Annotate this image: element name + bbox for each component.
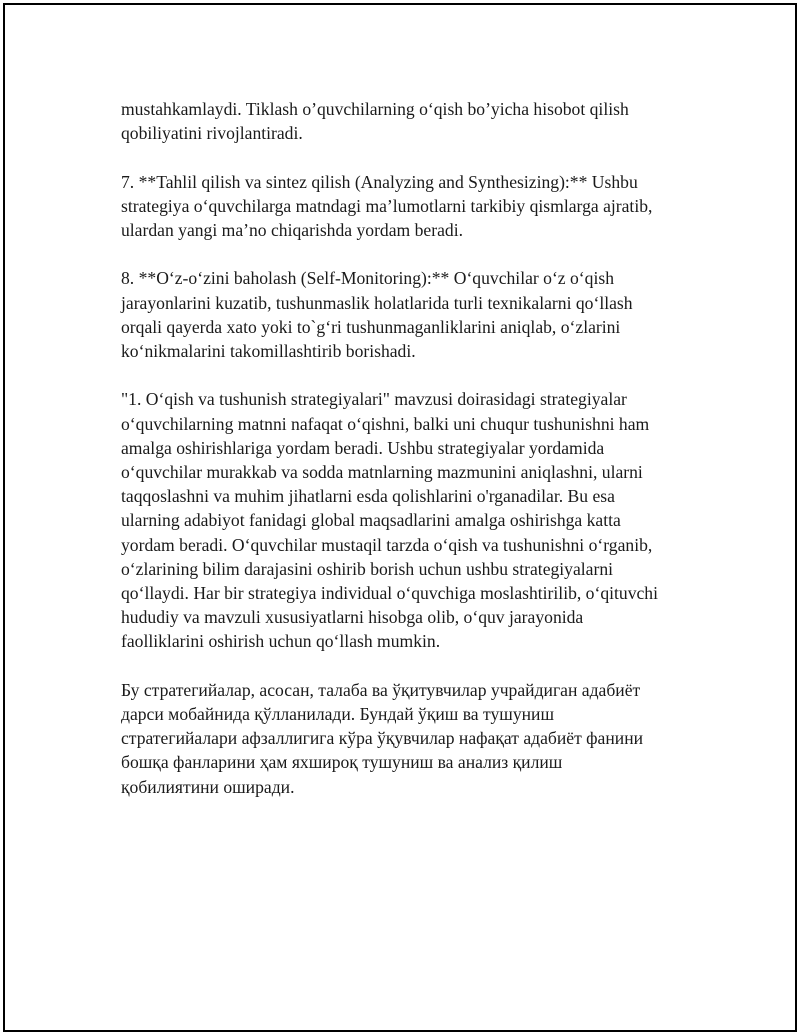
paragraph-item-7: 7. **Tahlil qilish va sintez qilish (Analyzing and Synthesizing):** Ushbu strategiya o‘quvchilarga matndagi ma’lumotlarni tarkibiy qismlarga ajratib, ulardan yangi ma’no chiqarishda yordam beradi. (121, 171, 653, 240)
document-page (3, 3, 797, 1032)
paragraph-summary: "1. O‘qish va tushunish strategiyalari" mavzusi doirasidagi strategiyalar o‘quvchilarning matnni nafaqat o‘qishni, balki uni chuqur tushunishni ham amalga oshirishlariga yordam beradi. Ushbu strategiyalar yordamida o‘quvchilar murakkab va sodda matnlarning mazmunini aniqlashni, ularni taqqoslashni va muhim jihatlarni esda qolishlarini o'rganadilar. Bu esa ularning adabiyot fanidagi global maqsadlarini amalga oshirishga katta yordam beradi. O‘quvchilar mustaqil tarzda o‘qish va tushunishni o‘rganib, o‘zlarining bilim darajasini oshirib borish uchun ushbu strategiyalarni qo‘llaydi. Har bir strategiya individual o‘quvchiga moslashtirilib, o‘qituvchi hududiy va mavzuli xususiyatlarni hisobga olib, o‘quv jarayonida faolliklarini oshirish uchun qo‘llash mumkin. (121, 389, 658, 652)
paragraph-item-8: 8. **O‘z-o‘zini baholash (Self-Monitoring):** O‘quvchilar o‘z o‘qish jarayonlarini kuzatib, tushunmaslik holatlarida turli texnikalarni qo‘llash orqali qayerda xato yoki to`g‘ri tushunmaganliklarini aniqlab, o‘zlarini ko‘nikmalarini takomillashtirib borishadi. (121, 268, 633, 361)
paragraph-continuation: mustahkamlaydi. Tiklash o’quvchilarning o‘qish bo’yicha hisobot qilish qobiliyatini rivojlantiradi. (121, 99, 629, 144)
document-body (121, 97, 693, 823)
paragraph-cyrillic: Бу стратегийалар, асосан, талаба ва ўқитувчилар учрайдиган адабиёт дарси мобайнида қўлланилади. Бундай ўқиш ва тушуниш стратегийалари афзаллигига кўра ўқувчилар нафақат адабиёт фанини бошқа фанларини ҳам яхшироқ тушуниш ва анализ қилиш қобилиятини оширади. (121, 679, 644, 797)
